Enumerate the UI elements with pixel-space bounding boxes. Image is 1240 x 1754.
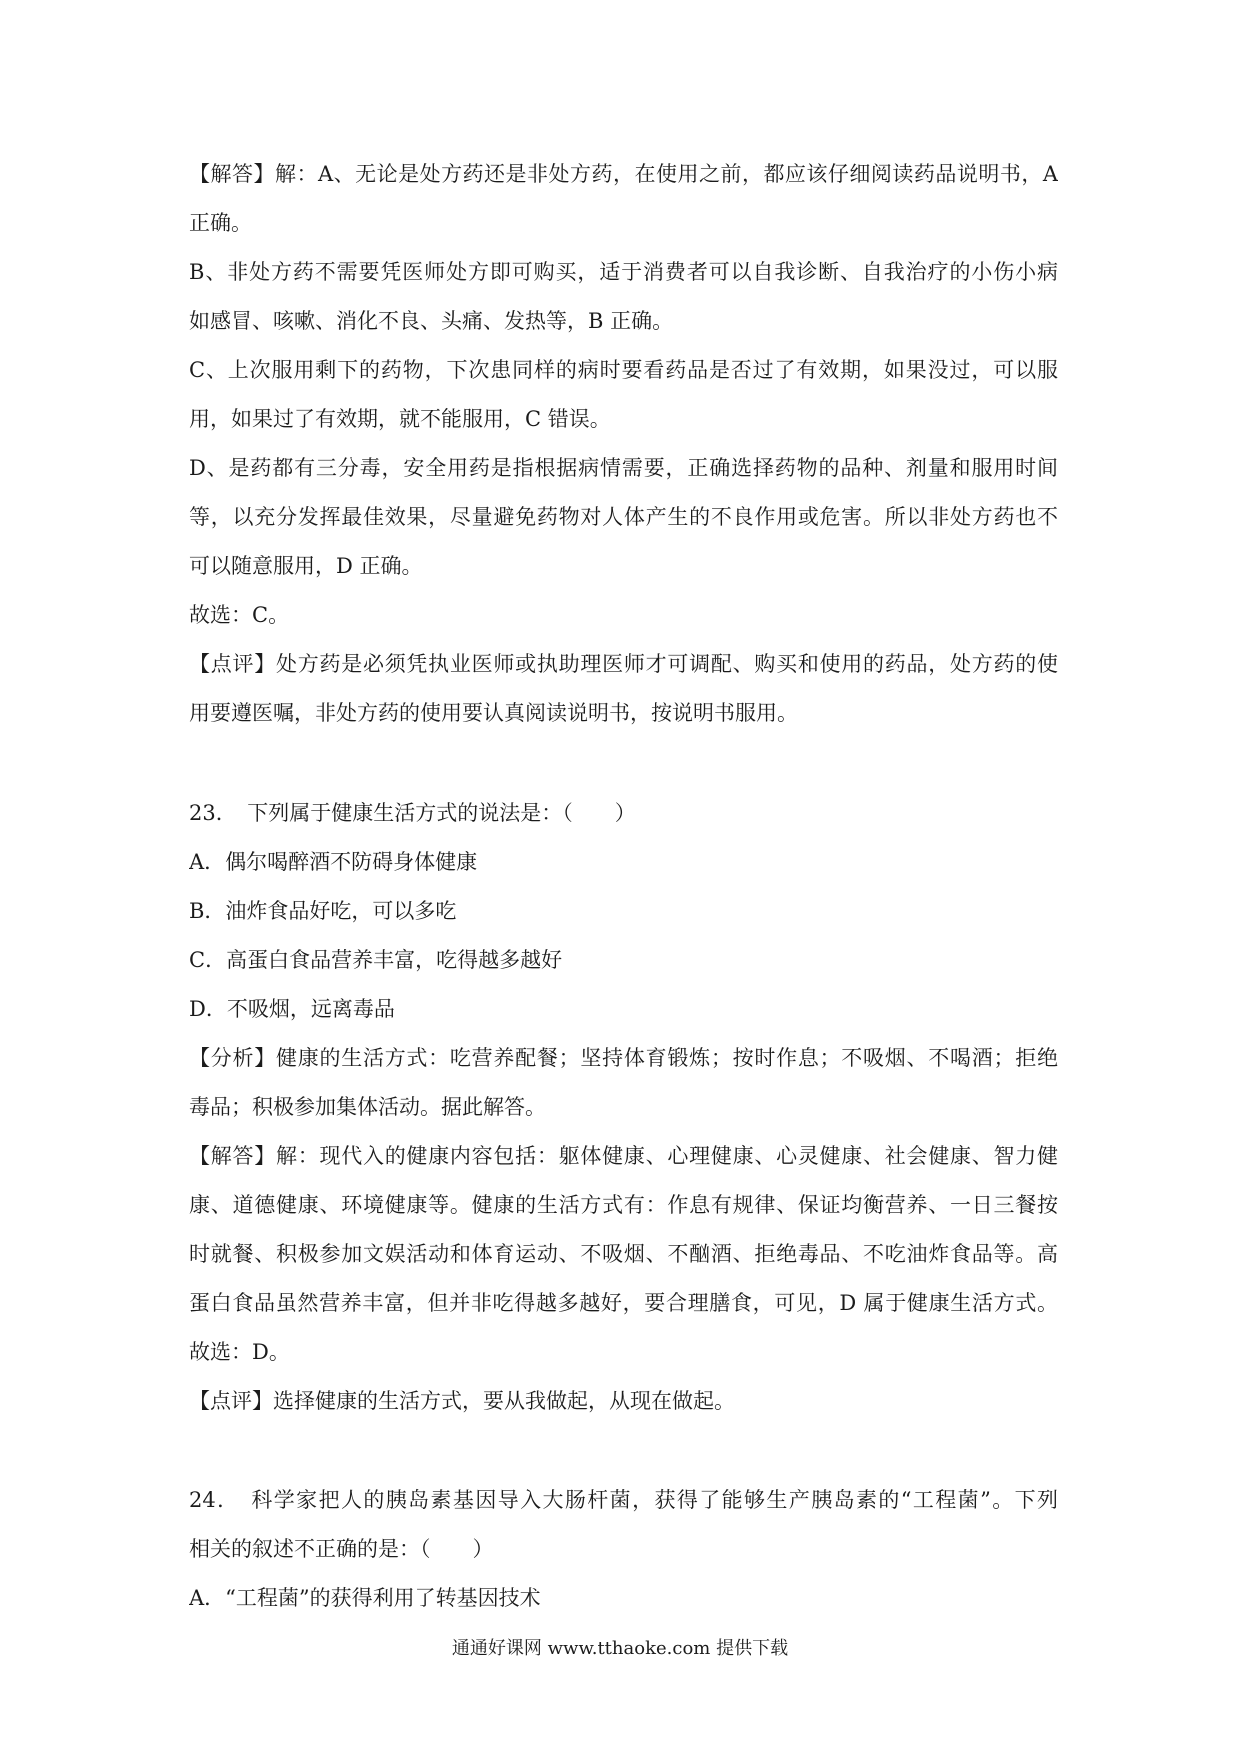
q23-question-stem: 23． 下列属于健康生活方式的说法是：（ ） bbox=[189, 801, 636, 825]
q22-answer-line: D、是药都有三分毒，安全用药是指根据病情需要，正确选择药物的品种、剂量和服用时间 bbox=[189, 456, 1058, 480]
q23-option-b: B．油炸食品好吃，可以多吃 bbox=[189, 899, 457, 923]
q23-option-c: C．高蛋白食品营养丰富，吃得越多越好 bbox=[189, 948, 563, 972]
q22-answer-line: B、非处方药不需要凭医师处方即可购买，适于消费者可以自我诊断、自我治疗的小伤小病 bbox=[189, 260, 1058, 284]
q22-answer-line: C、上次服用剩下的药物，下次患同样的病时要看药品是否过了有效期，如果没过，可以服 bbox=[189, 358, 1058, 382]
q22-answer-line: 可以随意服用，D 正确。 bbox=[189, 554, 423, 578]
footer-credit: 通通好课网 www.tthaoke.com 提供下载 bbox=[451, 1638, 789, 1659]
q23-option-d: D．不吸烟，远离毒品 bbox=[189, 997, 395, 1021]
q22-answer-line: 正确。 bbox=[189, 211, 252, 235]
q23-answer-line: 【解答】解：现代入的健康内容包括：躯体健康、心理健康、心灵健康、社会健康、智力健 bbox=[189, 1144, 1058, 1168]
q22-answer-line: 等，以充分发挥最佳效果，尽量避免药物对人体产生的不良作用或危害。所以非处方药也不 bbox=[189, 505, 1058, 529]
q24-section bbox=[189, 1476, 1058, 1623]
q22-choice-line: 故选：C。 bbox=[189, 603, 290, 627]
q22-solution-section bbox=[189, 150, 1058, 738]
q22-comment-line: 用要遵医嘱，非处方药的使用要认真阅读说明书，按说明书服用。 bbox=[189, 701, 798, 725]
q23-answer-line: 康、道德健康、环境健康等。健康的生活方式有：作息有规律、保证均衡营养、一日三餐按 bbox=[189, 1193, 1058, 1217]
q23-section bbox=[189, 789, 1058, 1426]
q24-question-stem: 相关的叙述不正确的是：（ ） bbox=[189, 1537, 494, 1561]
q23-answer-line: 蛋白食品虽然营养丰富，但并非吃得越多越好，要合理膳食，可见，D 属于健康生活方式。 bbox=[189, 1291, 1058, 1315]
q23-analysis-line: 【分析】健康的生活方式：吃营养配餐；坚持体育锻炼；按时作息；不吸烟、不喝酒；拒绝 bbox=[189, 1046, 1058, 1070]
q22-answer-line: 用，如果过了有效期，就不能服用，C 错误。 bbox=[189, 407, 611, 431]
q22-answer-line: 如感冒、咳嗽、消化不良、头痛、发热等，B 正确。 bbox=[189, 309, 674, 333]
q24-option-a: A．“工程菌”的获得利用了转基因技术 bbox=[189, 1586, 541, 1610]
q22-comment-line: 【点评】处方药是必须凭执业医师或执助理医师才可调配、购买和使用的药品，处方药的使 bbox=[189, 652, 1058, 676]
q24-question-stem: 24． 科学家把人的胰岛素基因导入大肠杆菌，获得了能够生产胰岛素的“工程菌”。下列 bbox=[189, 1488, 1058, 1512]
q23-analysis-line: 毒品；积极参加集体活动。据此解答。 bbox=[189, 1095, 546, 1119]
q23-option-a: A．偶尔喝醉酒不防碍身体健康 bbox=[189, 850, 478, 874]
q23-comment-line: 【点评】选择健康的生活方式，要从我做起，从现在做起。 bbox=[189, 1389, 735, 1413]
q22-answer-line: 【解答】解：A、无论是处方药还是非处方药，在使用之前，都应该仔细阅读药品说明书，A bbox=[189, 162, 1058, 186]
q23-answer-line: 时就餐、积极参加文娱活动和体育运动、不吸烟、不酗酒、拒绝毒品、不吃油炸食品等。高 bbox=[189, 1242, 1058, 1266]
q23-choice-line: 故选：D。 bbox=[189, 1340, 290, 1364]
